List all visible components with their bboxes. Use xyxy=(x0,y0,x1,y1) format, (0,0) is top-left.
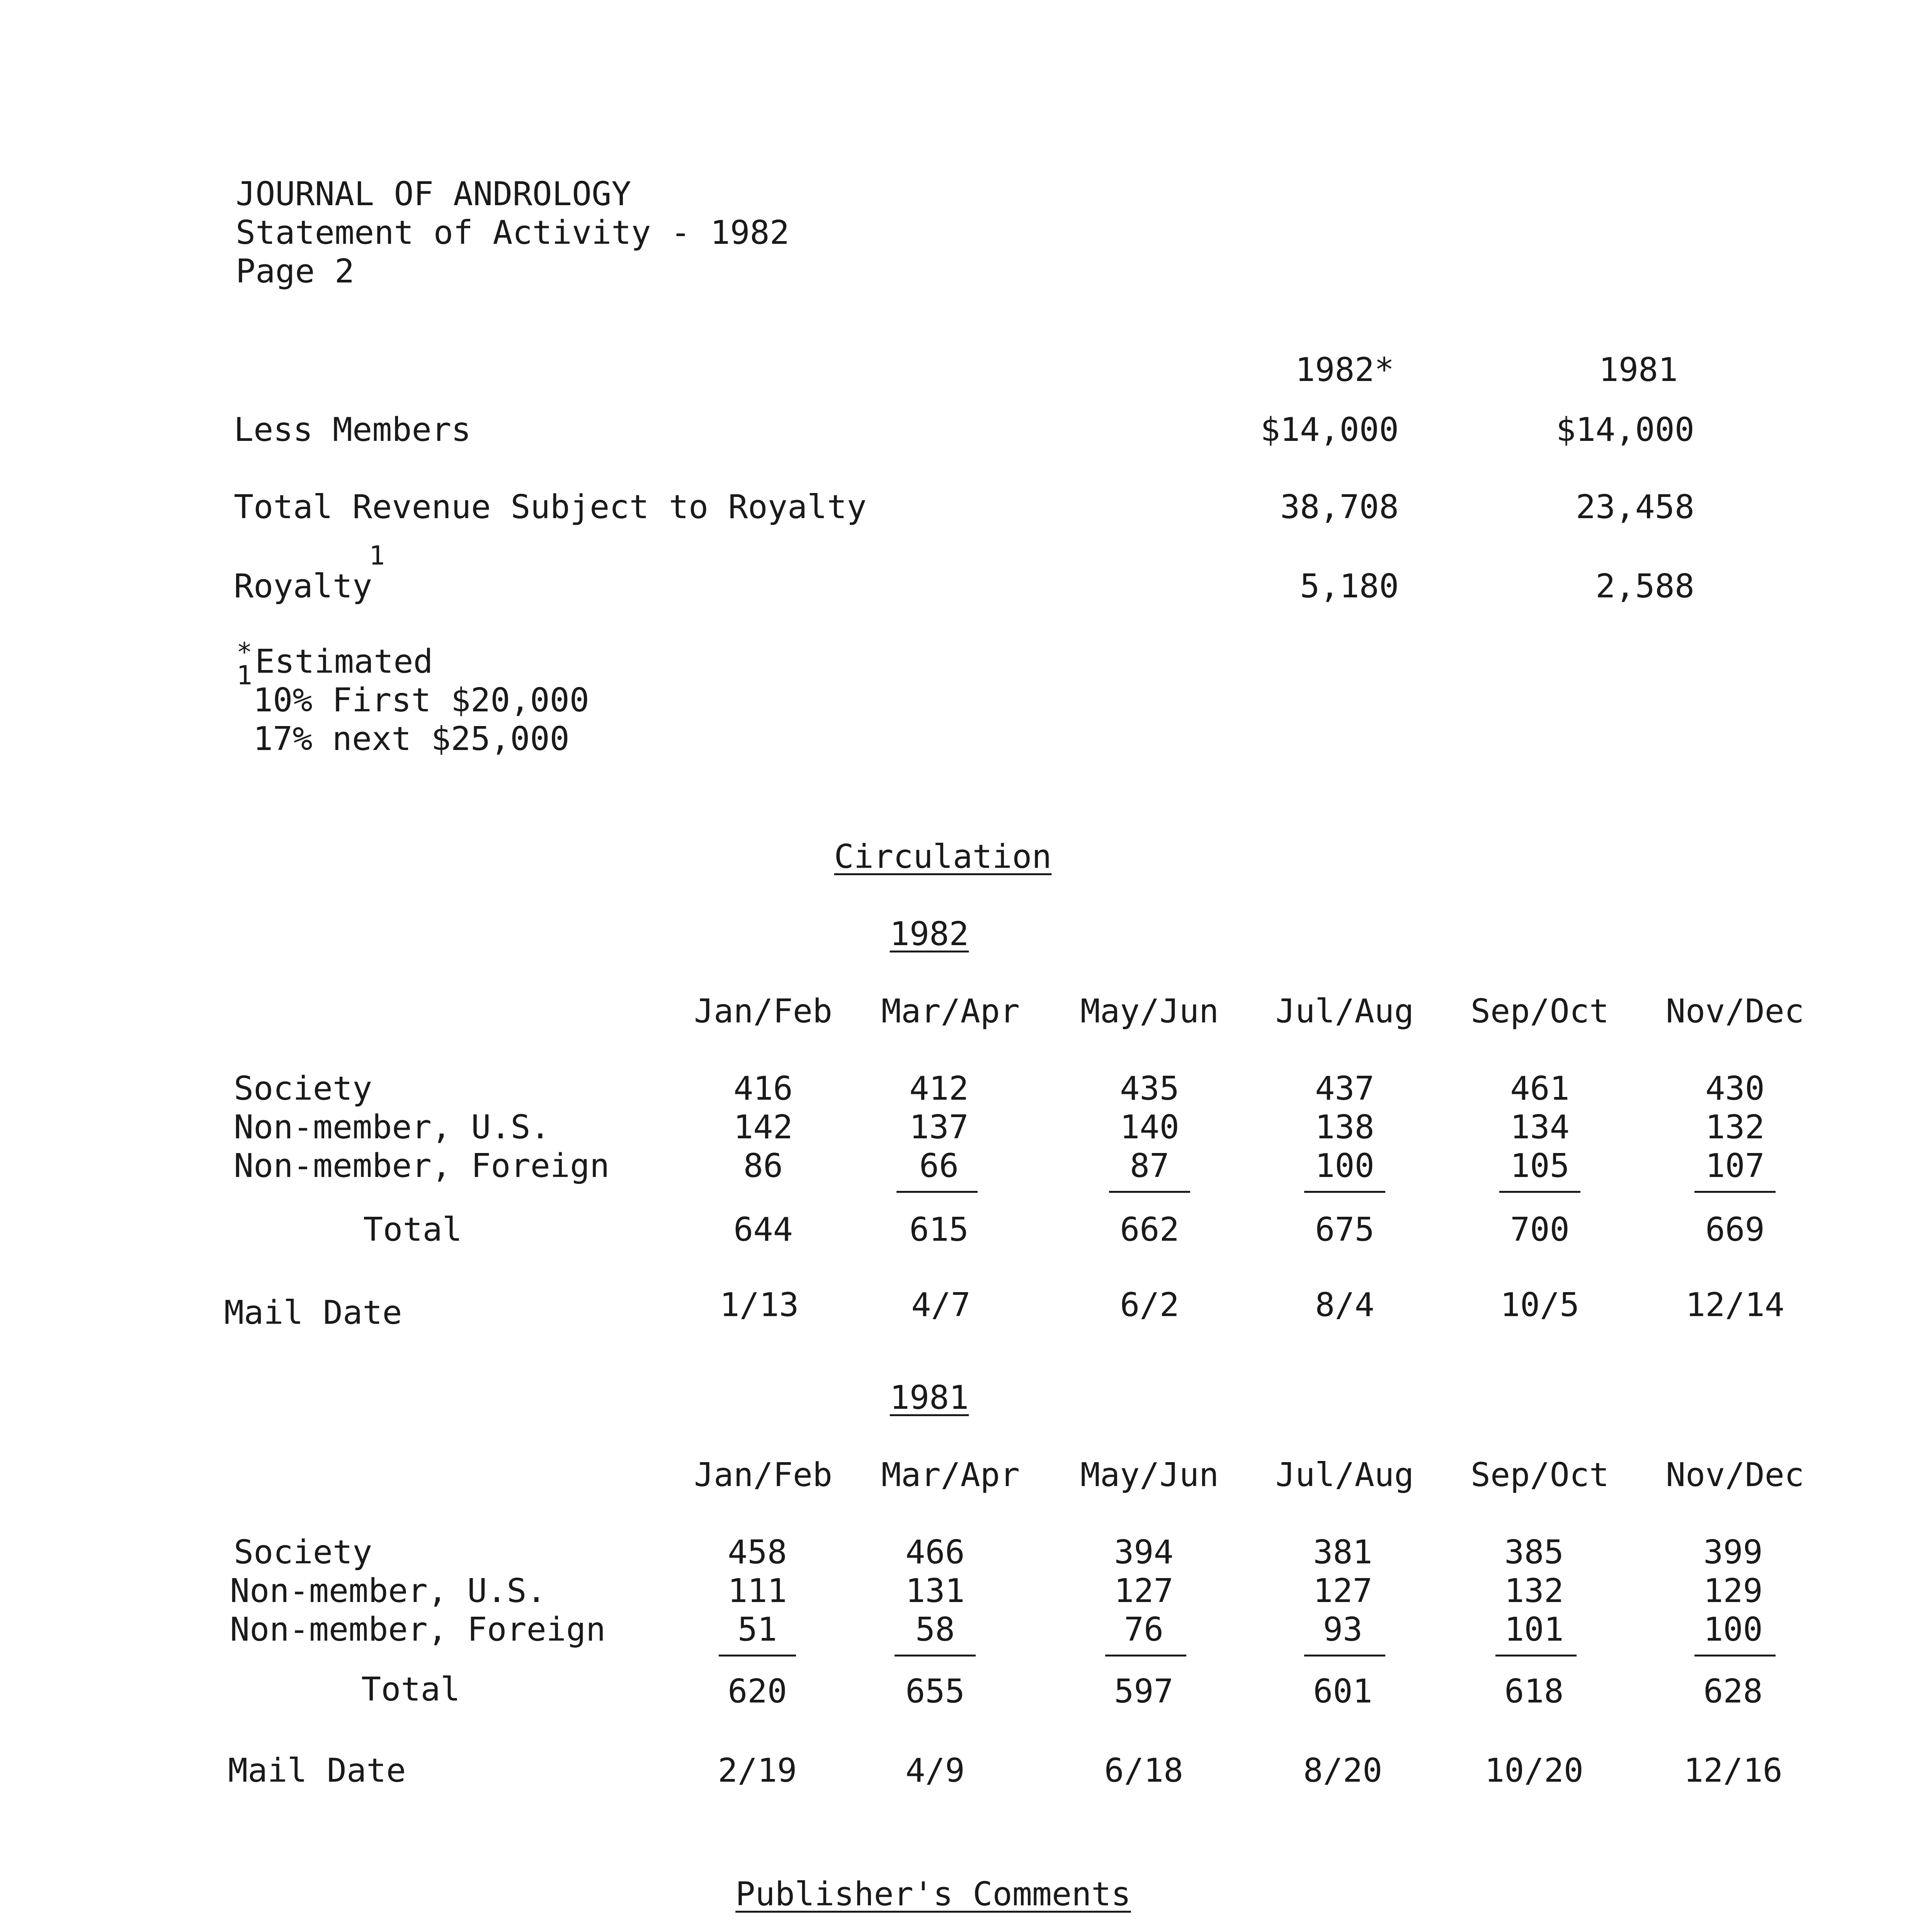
cell: 132 xyxy=(1705,1108,1765,1146)
col-1982-header: 1982* xyxy=(1295,351,1394,389)
total-cell: 620 xyxy=(728,1672,787,1711)
tier-footnote-mark: 1 xyxy=(236,660,252,691)
col-header-may-jun: May/Jun xyxy=(1080,992,1219,1031)
year-1981-heading: 1981 xyxy=(890,1379,969,1417)
royalty-1981: 2,588 xyxy=(1596,567,1694,605)
mail-date-cell: 12/16 xyxy=(1684,1752,1783,1790)
total-cell: 601 xyxy=(1313,1672,1373,1711)
col-header-jan-feb: Jan/Feb xyxy=(694,1456,833,1494)
row-label-society: Society xyxy=(234,1070,373,1108)
total-cell: 662 xyxy=(1120,1211,1179,1249)
cell: 86 xyxy=(743,1147,783,1185)
total-rule xyxy=(1105,1655,1186,1656)
cell: 107 xyxy=(1705,1147,1765,1185)
cell: 127 xyxy=(1313,1572,1373,1610)
mail-date-cell: 6/18 xyxy=(1104,1752,1184,1790)
cell: 87 xyxy=(1129,1147,1170,1185)
cell: 412 xyxy=(909,1070,969,1108)
cell: 58 xyxy=(915,1611,955,1649)
total-rule xyxy=(719,1655,796,1656)
less-members-1982: $14,000 xyxy=(1260,411,1399,449)
page-number: Page 2 xyxy=(236,252,355,291)
row-label-society: Society xyxy=(234,1533,373,1571)
col-header-jul-aug: Jul/Aug xyxy=(1275,992,1414,1031)
cell: 138 xyxy=(1315,1108,1374,1146)
cell: 435 xyxy=(1120,1070,1179,1108)
cell: 430 xyxy=(1705,1070,1765,1108)
total-cell: 675 xyxy=(1315,1211,1374,1249)
total-cell: 644 xyxy=(733,1211,793,1249)
total-rule xyxy=(1495,1655,1577,1656)
cell: 100 xyxy=(1703,1611,1763,1649)
cell: 437 xyxy=(1315,1070,1374,1108)
total-rule xyxy=(1304,1191,1385,1193)
total-rule xyxy=(895,1655,976,1656)
col-header-mar-apr: Mar/Apr xyxy=(881,1456,1020,1494)
cell: 131 xyxy=(905,1572,965,1610)
mail-date-cell: 10/5 xyxy=(1500,1286,1580,1324)
mail-date-label: Mail Date xyxy=(228,1752,406,1790)
col-header-sep-oct: Sep/Oct xyxy=(1470,992,1609,1031)
col-header-jan-feb: Jan/Feb xyxy=(694,992,833,1031)
total-label: Total xyxy=(361,1670,460,1709)
year-1982-heading: 1982 xyxy=(890,915,969,953)
cell: 101 xyxy=(1504,1611,1564,1649)
cell: 93 xyxy=(1323,1611,1363,1649)
total-rule xyxy=(1304,1655,1385,1656)
mail-date-cell: 10/20 xyxy=(1485,1752,1584,1790)
cell: 100 xyxy=(1315,1147,1374,1185)
cell: 137 xyxy=(909,1108,969,1146)
cell: 142 xyxy=(733,1108,793,1146)
col-1981-header: 1981 xyxy=(1599,351,1678,389)
cell: 111 xyxy=(728,1572,787,1610)
mail-date-cell: 2/19 xyxy=(718,1752,797,1790)
total-cell: 618 xyxy=(1504,1672,1564,1711)
total-cell: 700 xyxy=(1510,1211,1570,1249)
footnote-tier-2: 17% next $25,000 xyxy=(253,720,570,758)
total-revenue-1982: 38,708 xyxy=(1280,488,1399,526)
col-header-nov-dec: Nov/Dec xyxy=(1665,1456,1805,1494)
total-rule xyxy=(1694,1191,1776,1193)
less-members-label: Less Members xyxy=(234,411,471,449)
royalty-label: Royalty xyxy=(234,567,373,605)
cell: 394 xyxy=(1114,1533,1174,1571)
row-label-nonmember-us: Non-member, U.S. xyxy=(230,1572,546,1610)
mail-date-cell: 8/4 xyxy=(1315,1286,1374,1324)
estimated-mark: * xyxy=(236,637,252,668)
mail-date-cell: 6/2 xyxy=(1120,1286,1179,1324)
cell: 134 xyxy=(1510,1108,1570,1146)
cell: 132 xyxy=(1504,1572,1564,1610)
col-header-nov-dec: Nov/Dec xyxy=(1665,992,1805,1031)
col-header-jul-aug: Jul/Aug xyxy=(1275,1456,1414,1494)
footnote-estimated: Estimated xyxy=(255,643,433,681)
mail-date-cell: 12/14 xyxy=(1686,1286,1784,1324)
row-label-nonmember-foreign: Non-member, Foreign xyxy=(234,1147,610,1185)
comments-title: Publisher's Comments xyxy=(735,1875,1131,1913)
total-cell: 597 xyxy=(1114,1672,1174,1711)
cell: 381 xyxy=(1313,1533,1373,1571)
cell: 140 xyxy=(1120,1108,1179,1146)
total-cell: 655 xyxy=(905,1672,965,1711)
cell: 461 xyxy=(1510,1070,1570,1108)
total-rule xyxy=(896,1191,978,1193)
row-label-nonmember-us: Non-member, U.S. xyxy=(234,1108,550,1146)
total-revenue-label: Total Revenue Subject to Royalty xyxy=(234,488,867,526)
mail-date-cell: 4/7 xyxy=(911,1286,971,1324)
row-label-nonmember-foreign: Non-member, Foreign xyxy=(230,1611,606,1649)
col-header-mar-apr: Mar/Apr xyxy=(881,992,1020,1031)
mail-date-cell: 8/20 xyxy=(1303,1752,1383,1790)
circulation-title: Circulation xyxy=(834,838,1052,876)
mail-date-label: Mail Date xyxy=(224,1294,402,1332)
total-cell: 669 xyxy=(1705,1211,1765,1249)
cell: 129 xyxy=(1703,1572,1763,1610)
mail-date-cell: 1/13 xyxy=(720,1286,799,1324)
less-members-1981: $14,000 xyxy=(1556,411,1694,449)
royalty-1982: 5,180 xyxy=(1300,567,1399,605)
cell: 385 xyxy=(1504,1533,1564,1571)
total-rule xyxy=(1109,1191,1190,1193)
statement-title: Statement of Activity - 1982 xyxy=(236,214,789,252)
cell: 127 xyxy=(1114,1572,1174,1610)
total-revenue-1981: 23,458 xyxy=(1575,488,1694,526)
total-cell: 615 xyxy=(909,1211,969,1249)
cell: 105 xyxy=(1510,1147,1570,1185)
total-rule xyxy=(1694,1655,1776,1656)
cell: 76 xyxy=(1124,1611,1164,1649)
mail-date-cell: 4/9 xyxy=(905,1752,965,1790)
total-cell: 628 xyxy=(1703,1672,1763,1711)
cell: 51 xyxy=(737,1611,777,1649)
royalty-footnote-mark: 1 xyxy=(369,541,385,571)
total-rule xyxy=(1499,1191,1580,1193)
footnote-tier-1: 10% First $20,000 xyxy=(253,681,589,719)
journal-title: JOURNAL OF ANDROLOGY xyxy=(236,175,631,213)
col-header-sep-oct: Sep/Oct xyxy=(1470,1456,1609,1494)
cell: 399 xyxy=(1703,1533,1763,1571)
total-label: Total xyxy=(363,1211,462,1249)
cell: 466 xyxy=(905,1533,965,1571)
cell: 66 xyxy=(919,1147,959,1185)
cell: 416 xyxy=(733,1070,793,1108)
col-header-may-jun: May/Jun xyxy=(1080,1456,1219,1494)
cell: 458 xyxy=(728,1533,787,1571)
